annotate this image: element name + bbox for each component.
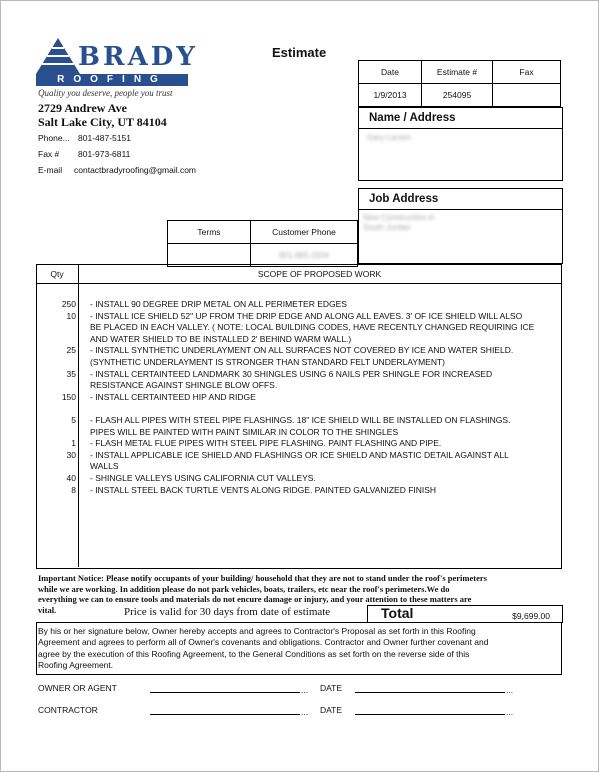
agreement-line: agree by the execution of this Roofing Agreement, to the General Conditions as set forth on the reverse side of this bbox=[38, 648, 470, 659]
work-item-text: - SHINGLE VALLEYS USING CALIFORNIA CUT VALLEYS. bbox=[90, 473, 316, 483]
terms-table bbox=[167, 220, 358, 267]
phone-label: Phone... bbox=[38, 133, 70, 143]
work-item-qty: 1 bbox=[71, 438, 76, 449]
work-item-text: - INSTALL SYNTHETIC UNDERLAYMENT ON ALL SURFACES NOT COVERED BY ICE AND WATER SHIELD. bbox=[90, 345, 514, 356]
qty-header: Qty bbox=[50, 269, 64, 279]
fax-label: Fax # bbox=[38, 149, 60, 159]
notice-line: vital. bbox=[38, 604, 57, 615]
name-address-value: Gary Larsen bbox=[367, 133, 412, 142]
contractor-signature-line[interactable] bbox=[150, 714, 300, 715]
fax-value-cell bbox=[493, 84, 561, 107]
work-item-qty: 10 bbox=[66, 310, 76, 321]
agreement-text bbox=[38, 626, 560, 671]
notice-line: everything we can to ensure tools and materials do not encure damage or injury, and your attention to these matters are bbox=[38, 594, 472, 604]
job-address-line-1: New Construction in bbox=[363, 213, 435, 222]
fax-value: 801-973-6811 bbox=[78, 149, 131, 159]
agreement-line: Roofing Agreement. bbox=[38, 659, 114, 670]
work-item-text: - INSTALL ICE SHIELD 52" UP FROM THE DRIP EDGE AND ALONG ALL EAVES. 3' OF ICE SHIELD WILL ALSO bbox=[90, 310, 523, 321]
contractor-date-line[interactable] bbox=[355, 714, 505, 715]
work-item-qty: 8 bbox=[71, 484, 76, 495]
estimate-number-header: Estimate # bbox=[422, 61, 493, 84]
company-name: BRADY bbox=[78, 42, 198, 72]
work-item-text: - INSTALL 90 DEGREE DRIP METAL ON ALL PERIMETER EDGES bbox=[90, 299, 347, 309]
work-item-text: WALLS bbox=[90, 461, 119, 472]
notice-line: while we are working. In addition please do not park vehicles, boats, trailers, etc near the roof's perimeters.We do bbox=[38, 583, 450, 594]
work-item-text: AND WATER SHIELD TO BE INSTALLED 2' BEHIND WARM WALL.) bbox=[90, 333, 352, 344]
work-item-qty: 35 bbox=[66, 368, 76, 379]
owner-signature-line[interactable] bbox=[150, 692, 300, 693]
contractor-date-trail: ... bbox=[506, 707, 514, 717]
owner-date-trail: ... bbox=[506, 685, 514, 695]
building-logo-icon bbox=[36, 34, 80, 76]
company-tagline: Quality you deserve, people you trust bbox=[38, 88, 173, 98]
work-item-text: - INSTALL CERTAINTEED HIP AND RIDGE bbox=[90, 391, 256, 402]
name-address-label: Name / Address bbox=[359, 108, 562, 129]
address-line-1: 2729 Andrew Ave bbox=[38, 101, 127, 115]
work-item-text: (SYNTHETIC UNDERLAYMENT IS STRONGER THAN STANDARD FELT UNDERLAYMENT) bbox=[90, 357, 445, 367]
job-address-box bbox=[358, 188, 563, 264]
contractor-date-label: DATE bbox=[320, 705, 343, 715]
owner-date-label: DATE bbox=[320, 683, 343, 693]
email-label: E-mail bbox=[38, 165, 63, 175]
work-item-text: - INSTALL APPLICABLE ICE SHIELD AND FLASHINGS OR ICE SHIELD AND MASTIC DETAIL AGAINST ALL bbox=[90, 449, 509, 460]
work-item-qty: 25 bbox=[66, 345, 76, 356]
email-value: contactbradyroofing@gmail.com bbox=[74, 165, 197, 175]
scope-header-rule bbox=[36, 283, 562, 284]
owner-line-trail: ... bbox=[301, 685, 309, 695]
fax-header: Fax bbox=[493, 61, 561, 84]
customer-phone-value: 801-965-1504 bbox=[279, 251, 329, 260]
contractor-label: CONTRACTOR bbox=[38, 705, 98, 715]
contractor-line-trail: ... bbox=[301, 707, 309, 717]
work-item-text: - FLASH METAL FLUE PIPES WITH STEEL PIPE FLASHING. PAINT FLASHING AND PIPE. bbox=[90, 438, 442, 449]
agreement-line: By his or her signature below, Owner hereby accepts and agrees to Contractor's Proposal as set forth in this Roofing bbox=[38, 626, 476, 636]
total-value: $9,699.00 bbox=[512, 611, 550, 621]
work-item-text: BE PLACED IN EACH VALLEY. ( NOTE: LOCAL BUILDING CODES, HAVE RECENTLY CHANGED REQUIRING ICE bbox=[90, 322, 535, 333]
company-subname: ROOFING bbox=[36, 74, 188, 86]
work-item-qty: 150 bbox=[61, 391, 76, 402]
price-valid-note: Price is valid for 30 days from date of estimate bbox=[124, 606, 331, 618]
total-label: Total bbox=[381, 605, 414, 621]
phone-value: 801-487-5151 bbox=[78, 133, 131, 143]
work-item-qty: 5 bbox=[71, 415, 76, 425]
agreement-line: Agreement and agrees to perform all of Owner's covenants and obligations. Contractor and Owner further covenant and bbox=[38, 637, 489, 648]
job-address-label: Job Address bbox=[359, 189, 562, 210]
date-header: Date bbox=[359, 61, 422, 84]
work-item-text: - FLASH ALL PIPES WITH STEEL PIPE FLASHINGS. 18" ICE SHIELD WILL BE INSTALLED ON FLASHINGS. bbox=[90, 415, 511, 425]
scope-header: SCOPE OF PROPOSED WORK bbox=[257, 269, 382, 279]
customer-phone-header: Customer Phone bbox=[251, 221, 358, 244]
date-value: 1/9/2013 bbox=[359, 84, 422, 107]
work-item-text: - INSTALL CERTAINTEED LANDMARK 30 SHINGLES USING 6 NAILS PER SHINGLE FOR INCREASED bbox=[90, 368, 493, 379]
estimate-meta-table bbox=[358, 60, 561, 107]
job-address-line-2: South Jordan bbox=[363, 223, 411, 232]
work-item-text: RESISTANCE AGAINST SHINGLE BLOW OFFS. bbox=[90, 380, 278, 391]
estimate-number-value: 254095 bbox=[422, 84, 493, 107]
name-address-box bbox=[358, 107, 563, 181]
work-item-qty: 250 bbox=[61, 299, 76, 309]
work-item-qty: 40 bbox=[66, 473, 76, 483]
owner-date-line[interactable] bbox=[355, 692, 505, 693]
address-line-2: Salt Lake City, UT 84104 bbox=[38, 115, 167, 129]
work-item-text: PIPES WILL BE PAINTED WITH PAINT SIMILAR IN COLOR TO THE SHINGLES bbox=[90, 426, 399, 437]
page-title: Estimate bbox=[272, 45, 327, 60]
work-item-text: - INSTALL STEEL BACK TURTLE VENTS ALONG RIDGE. PAINTED GALVANIZED FINISH bbox=[90, 484, 437, 495]
work-item-qty: 30 bbox=[66, 449, 76, 460]
owner-label: OWNER OR AGENT bbox=[38, 683, 117, 693]
terms-header: Terms bbox=[168, 221, 251, 244]
notice-line: Important Notice: Please notify occupants of your building/ household that they are not to stand under the roof's perimeters bbox=[38, 573, 487, 583]
